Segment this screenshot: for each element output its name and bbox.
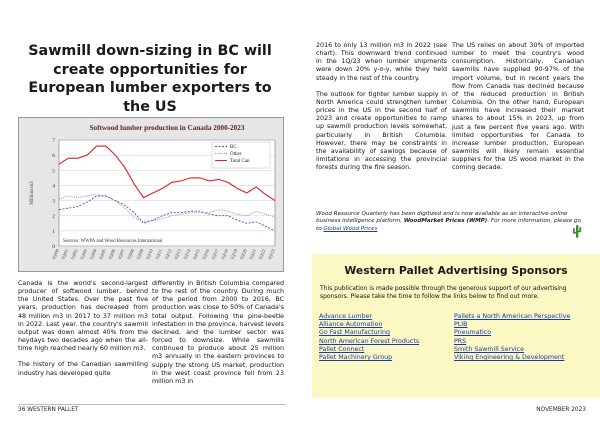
sponsor-link[interactable]: Viking Engineering & Development [454, 354, 565, 362]
sponsor-link[interactable]: Pallets a North American Perspective [454, 313, 571, 320]
sponsor-link[interactable]: PRS [454, 337, 467, 345]
article-column-1 [18, 280, 148, 386]
x-tick-label: 1Q/00 [50, 248, 60, 261]
x-tick-label: 1Q/16 [200, 248, 211, 261]
article-headline: Sawmill down-sizing in BC will create opportunities for European lumber exporters to the US [28, 43, 272, 115]
sponsor-link[interactable]: Go Fast Manufacturing [319, 329, 390, 337]
article-paragraph: differently in British Columbia compared to the rest of the country. During much of the period from 2000 to 2016, BC production was close to 50% of Canada's total output. Following the pine-beetle infestation in the province, harvest levels declined, and the lumber sector was forced to downsize. While sawmills continued to produce about 25 million m3 annually in the eastern provinces to supply the strong US market, production in the west coast province fell from 23 million m3 in [152, 280, 284, 385]
sponsor-panel [312, 254, 600, 398]
y-tick-label: 6 [52, 153, 55, 160]
sponsor-link[interactable]: Pneumatico [454, 329, 492, 337]
x-tick-label: 1Q/06 [107, 248, 117, 261]
x-tick-label: 1Q/12 [163, 248, 173, 261]
x-tick-label: 1Q/21 [247, 248, 258, 261]
sponsor-link[interactable]: Pallet Machinery Group [319, 354, 393, 362]
page-footer-left: 36 WESTERN PALLET [18, 407, 79, 413]
legend-label: BC [230, 145, 237, 150]
footnote-middle: . For more information, please go to [316, 218, 582, 232]
global-wood-prices-link[interactable]: Global Wood Prices [323, 225, 378, 232]
legend-label: Total Can [230, 159, 250, 164]
footer-divider [18, 404, 286, 405]
x-tick-label: 1Q/19 [229, 248, 239, 261]
y-tick-label: 0 [52, 244, 55, 250]
x-tick-label: 1Q/20 [238, 248, 248, 261]
x-tick-label: 1Q/22 [257, 248, 267, 261]
x-tick-label: 1Q/01 [60, 248, 70, 261]
sponsor-list-right [454, 313, 594, 362]
y-tick-label: 2 [52, 213, 55, 220]
wmp-footnote [316, 211, 586, 233]
x-tick-label: 1Q/07 [116, 248, 126, 261]
y-tick-label: 3 [52, 198, 55, 205]
footnote-text: Wood Resource Quarterly has been digitized and is now available as an interactive online business intelligence platform, [316, 211, 568, 225]
article-paragraph: The history of the Canadian sawmilling industry has developed quite [18, 361, 148, 377]
article-column-2 [152, 280, 284, 394]
sponsor-panel-description: This publication is made possible through the generous support of our advertising sponsors. Please take the time to follow the links below to find out more. [320, 285, 567, 301]
sponsor-link[interactable]: Alliance Automation [319, 321, 383, 329]
chart-canvas [19, 118, 285, 273]
x-tick-label: 1Q/05 [97, 248, 107, 261]
x-tick-label: 1Q/09 [135, 248, 145, 261]
sponsor-list-left [319, 313, 459, 362]
cactus-icon [572, 224, 582, 238]
x-tick-label: 1Q/02 [69, 248, 79, 261]
x-tick-label: 1Q/17 [210, 248, 220, 261]
x-tick-label: 1Q/18 [219, 248, 229, 261]
article-column-4 [452, 42, 584, 181]
x-tick-label: 1Q/08 [125, 248, 136, 261]
y-tick-label: 7 [52, 138, 55, 144]
sponsor-link[interactable]: Advance Lumber [319, 313, 373, 320]
page-footer-right: NOVEMBER 2023 [536, 407, 586, 413]
x-tick-label: 1Q/23 [266, 248, 276, 261]
x-tick-label: 1Q/04 [88, 248, 98, 261]
y-tick-label: 1 [52, 228, 55, 235]
sponsor-link[interactable]: PLIB [454, 321, 468, 329]
x-tick-label: 1Q/13 [172, 248, 182, 261]
y-tick-label: 5 [52, 168, 55, 175]
footnote-product-name: WoodMarket Prices (WMP) [403, 218, 488, 225]
article-column-3 [316, 42, 447, 180]
legend-label: Other [230, 152, 242, 157]
sponsor-link[interactable]: Pallet Connect [319, 345, 365, 353]
chart-source-note: Sources: WWPA and Wood Resources International [63, 239, 163, 244]
x-tick-label: 1Q/11 [154, 248, 164, 261]
article-paragraph: 2016 to only 13 million m3 in 2022 (see chart). This downward trend continued in the 1Q/23 when lumber shipments were down 20% y-o-y, while they held steady in the rest of the country. [316, 42, 447, 82]
lumber-production-chart [18, 117, 284, 272]
y-tick-label: 4 [52, 183, 55, 190]
sponsor-panel-title: Western Pallet Advertising Sponsors [344, 264, 568, 277]
sponsor-link[interactable]: Smith Sawmill Service [454, 345, 525, 353]
x-tick-label: 1Q/14 [182, 248, 192, 261]
y-axis-label: Million m3 [29, 181, 35, 205]
article-paragraph: The US relies on about 30% of imported lumber to meet the country's wood consumption. Historically, Canadian sawmills have supplied 90-97% of the import volume, but in recent years the flow from Canada has declined because of the reduced production in British Columbia. On the other hand, European sawmills have increased their market shares to about 15% in 2023, up from just a few percent five years ago. With limited opportunities for Canada to increase lumber production, European sawmills will likely remain essential suppliers for the US wood market in the coming decade. [452, 42, 584, 172]
article-paragraph: The outlook for tighter lumber supply in North America could strengthen lumber prices in the US in the second half of 2023 and create opportunities to ramp up sawmill production levels somewhat, particularly in British Columbia. However, there may be constraints in the availability of sawlogs because of limitations in accessing the provincial forests during the fire season. [316, 90, 447, 172]
x-tick-label: 1Q/10 [144, 248, 154, 261]
x-tick-label: 1Q/15 [191, 248, 201, 261]
sponsor-link[interactable]: North American Forest Products [319, 337, 420, 345]
article-paragraph: Canada is the world's second-largest producer of softwood lumber, behind the United States. Over the past five years, production has decreased from 48 million m3 in 2017 to 37 million m3 in 2022. Last year, the country's sawmill output was down almost 40% from the heydays two decades ago when the all-time high reached nearly 60 million m3. [18, 280, 148, 353]
chart-title: Softwood lumber production in Canada 2000-2023 [89, 124, 245, 132]
x-tick-label: 1Q/03 [78, 248, 89, 261]
